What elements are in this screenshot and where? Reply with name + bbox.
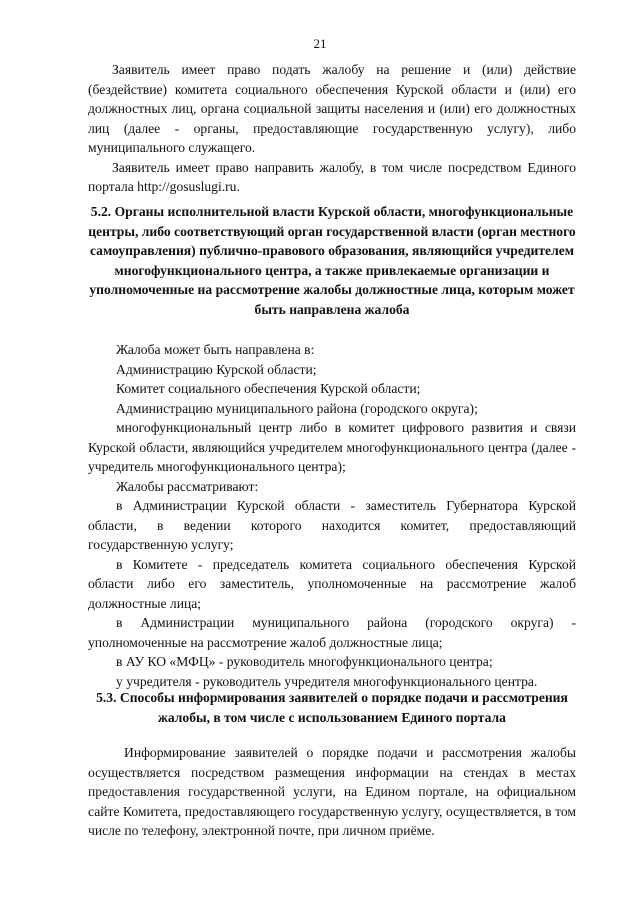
section-5-2-body (88, 340, 576, 691)
list-line-administration: Администрацию Курской области; (116, 361, 317, 377)
intro-block (88, 60, 576, 197)
list-line-reviewer-mfc: в АУ КО «МФЦ» - руководитель многофункционального центра; (116, 654, 493, 669)
section-5-3-paragraph: Информирование заявителей о порядке подачи и рассмотрения жалобы осуществляется посредством размещения информации на стендах в местах предоставления государственной услуги, на Едином портале, на официальном сайте Комитета, предоставляющего государственную услугу, осуществляется, в том числе по телефону, электронной почте, при личном приёме. (88, 745, 576, 838)
intro-paragraph-1: Заявитель имеет право подать жалобу на решение и (или) действие (бездействие) комитета социального обеспечения Курской области и (или) его должностных лиц, органа социальной защиты населения и (или) его должностных лиц (далее - органы, предоставляющие государственную услугу), либо муниципального служащего. (88, 62, 576, 155)
list-line-reviewer-founder: у учредителя - руководитель учредителя многофункционального центра. (116, 673, 538, 689)
list-line-mfc: многофункциональный центр либо в комитет цифрового развития и связи Курской области, являющийся учредителем многофункционального центра (далее - учредитель многофункционального центра); (88, 420, 576, 474)
section-5-3-body (88, 743, 576, 841)
section-5-2-heading: 5.2. Органы исполнительной власти Курской области, многофункциональные центры, либо соответствующий орган государственной власти (орган местного самоуправления) публично-правового образования, являющийся учредителем многофункционального центра, а также привлекаемые организации и уполномоченные на рассмотрение жалобы должностные лица, которым может быть направлена жалоба (88, 204, 576, 317)
page-number: 21 (313, 36, 327, 51)
section-5-3-heading: 5.3. Способы информирования заявителей о порядке подачи и рассмотрения жалобы, в том числе с использованием Единого портала (96, 690, 568, 725)
list-line-reviewer-committee: в Комитете - председатель комитета социального обеспечения Курской области либо его заместитель, уполномоченные на рассмотрение жалоб должностные лица; (88, 556, 576, 611)
list-line-municipal: Администрацию муниципального района (городского округа); (116, 400, 478, 416)
list-line-reviewer-municipal: в Администрации муниципального района (городского округа) - уполномоченные на рассмотрение жалоб должностные лица; (88, 615, 576, 650)
list-line-reviewers-intro: Жалобы рассматривают: (116, 478, 259, 494)
list-line-intro: Жалоба может быть направлена в: (116, 342, 315, 357)
section-5-3-heading-block (88, 688, 576, 727)
intro-paragraph-2: Заявитель имеет право направить жалобу, в том числе посредством Единого портала http://gosuslugi.ru. (88, 159, 576, 194)
list-line-committee: Комитет социального обеспечения Курской области; (116, 381, 421, 396)
list-line-reviewer-administration: в Администрации Курской области - заместитель Губернатора Курской области, в ведении которого находится комитет, предоставляющий государственную услугу; (88, 498, 576, 552)
section-5-2-heading-block (88, 202, 576, 319)
